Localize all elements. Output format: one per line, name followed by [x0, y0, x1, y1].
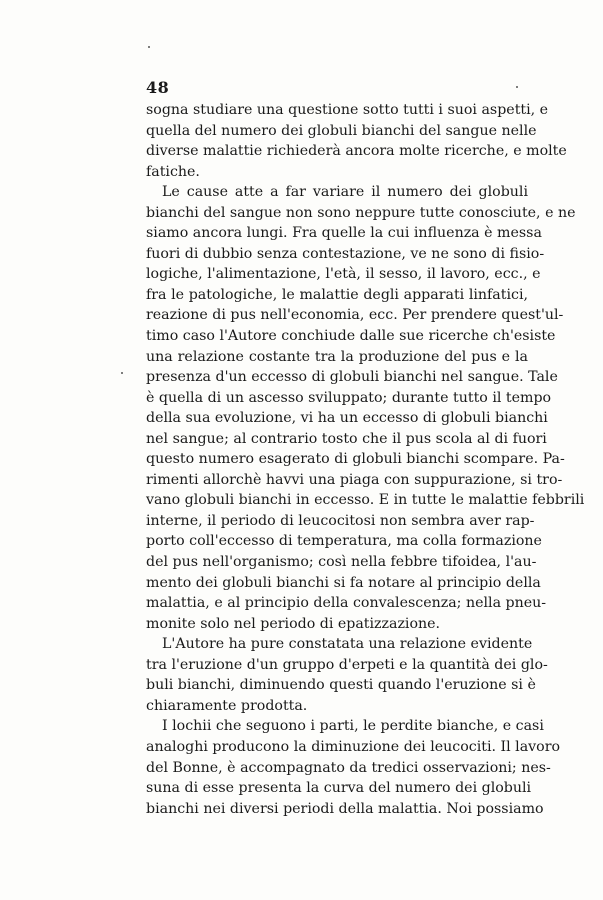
- text-line: sogna studiare una questione sotto tutti i suoi aspetti, e: [146, 102, 549, 118]
- paper-speck: [121, 372, 123, 374]
- paper-speck: [516, 86, 518, 88]
- text-line: del Bonne, è accompagnato da tredici osservazioni; nes-: [146, 759, 551, 776]
- text-line: quella del numero dei globuli bianchi del sangue nelle: [146, 122, 537, 139]
- text-line: Le cause atte a far variare il numero dei globuli: [162, 184, 528, 201]
- text-line: mento dei globuli bianchi si fa notare al principio della: [146, 574, 541, 591]
- text-line: rimenti allorchè havvi una piaga con suppurazione, si tro-: [146, 471, 563, 488]
- body-text: [146, 100, 585, 819]
- text-line: bianchi del sangue non sono neppure tutte conosciute, e ne: [146, 204, 576, 221]
- text-line: presenza d'un eccesso di globuli bianchi nel sangue. Tale: [146, 369, 558, 386]
- text-line: nel sangue; al contrario tosto che il pus scola al di fuori: [146, 430, 547, 447]
- text-line: fra le patologiche, le malattie degli apparati linfatici,: [146, 286, 528, 303]
- text-line: questo numero esagerato di globuli bianchi scompare. Pa-: [146, 451, 565, 468]
- text-line: suna di esse presenta la curva del numero dei globuli: [146, 780, 532, 797]
- text-line: siamo ancora lungi. Fra quelle la cui influenza è messa: [146, 225, 542, 242]
- text-line: è quella di un ascesso sviluppato; durante tutto il tempo: [146, 389, 552, 406]
- text-line: tra l'eruzione d'un gruppo d'erpeti e la quantità dei glo-: [146, 656, 548, 673]
- paper-speck: [148, 46, 150, 48]
- text-line: malattia, e al principio della convalescenza; nella pneu-: [146, 595, 547, 612]
- text-line: diverse malattie richiederà ancora molte ricerche, e molte: [146, 143, 567, 160]
- page-number: 48: [146, 78, 170, 97]
- text-line: timo caso l'Autore conchiude dalle sue ricerche ch'esiste: [146, 328, 556, 345]
- text-line: vano globuli bianchi in eccesso. E in tutte le malattie febbrili: [146, 492, 585, 509]
- text-line: interne, il periodo di leucocitosi non sembra aver rap-: [146, 512, 535, 529]
- text-line: L'Autore ha pure constatata una relazione evidente: [162, 636, 533, 653]
- text-line: logiche, l'alimentazione, l'età, il sesso, il lavoro, ecc., e: [146, 266, 541, 283]
- text-line: fatiche.: [146, 163, 200, 180]
- text-line: buli bianchi, diminuendo questi quando l'eruzione si è: [146, 677, 536, 694]
- text-line: fuori di dubbio senza contestazione, ve ne sono di fisio-: [146, 245, 545, 262]
- text-line: porto coll'eccesso di temperatura, ma colla formazione: [146, 533, 542, 550]
- text-line: una relazione costante tra la produzione del pus e la: [146, 348, 528, 365]
- text-line: della sua evoluzione, vi ha un eccesso di globuli bianchi: [146, 410, 548, 427]
- text-line: analoghi producono la diminuzione dei leucociti. Il lavoro: [146, 738, 561, 755]
- text-line: I lochii che seguono i parti, le perdite bianche, e casi: [162, 718, 544, 735]
- text-line: bianchi nei diversi periodi della malattia. Noi possiamo: [146, 800, 544, 817]
- text-line: reazione di pus nell'economia, ecc. Per prendere quest'ul-: [146, 307, 564, 324]
- text-line: chiaramente prodotta.: [146, 697, 308, 714]
- text-line: monite solo nel periodo di epatizzazione.: [146, 615, 441, 632]
- text-line: del pus nell'organismo; così nella febbre tifoidea, l'au-: [146, 554, 537, 571]
